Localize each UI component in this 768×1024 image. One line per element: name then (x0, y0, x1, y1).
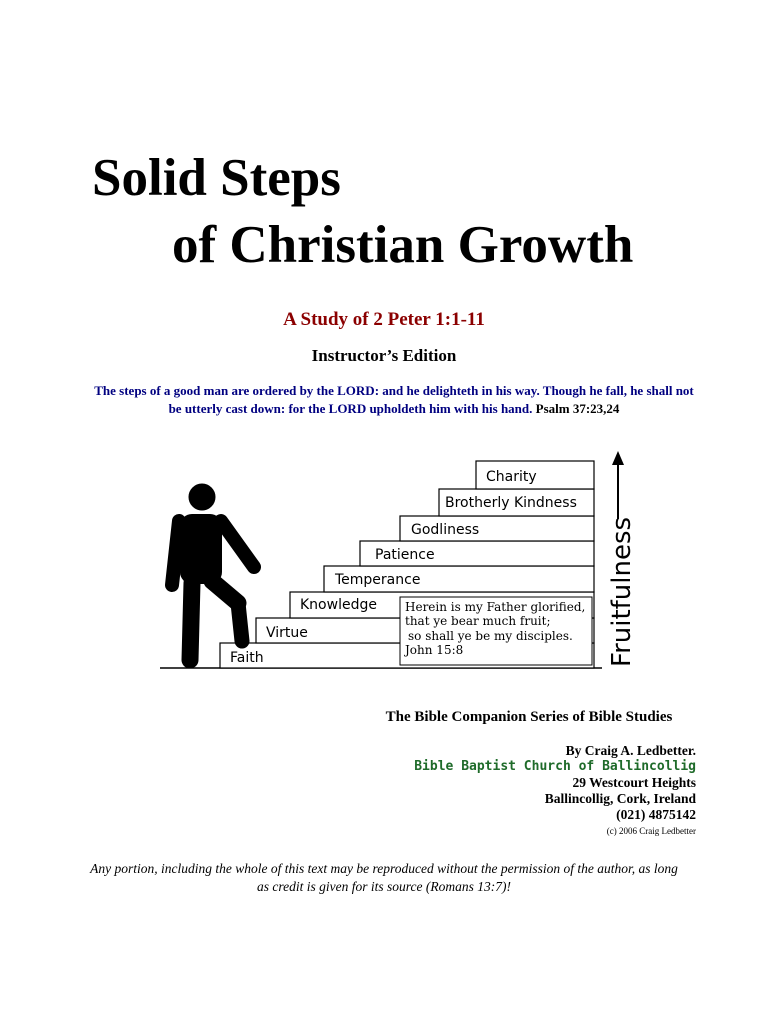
quote-line-4: John 15:8 (405, 643, 464, 657)
walking-person-icon (172, 484, 254, 660)
address-line-1: 29 Westcourt Heights (572, 775, 696, 790)
step-label-knowledge: Knowledge (300, 597, 377, 613)
title-line-1: Solid Steps (92, 149, 341, 207)
step-label-brotherly-kindness: Brotherly Kindness (445, 495, 577, 511)
step-label-faith: Faith (230, 650, 264, 666)
step-label-temperance: Temperance (335, 572, 421, 588)
author-name: By Craig A. Ledbetter. (565, 743, 696, 758)
step-label-godliness: Godliness (411, 522, 480, 538)
copyright-notice: (c) 2006 Craig Ledbetter (606, 826, 696, 836)
series-title: The Bible Companion Series of Bible Studies (385, 709, 673, 725)
reproduction-notice: Any portion, including the whole of this text may be reproduced without the permission of the author, as long as credit is given for its source (Romans 13:7)! (90, 861, 678, 894)
step-label-charity: Charity (486, 469, 537, 485)
address-line-2: Ballincollig, Cork, Ireland (544, 791, 696, 806)
edition-label: Instructor’s Edition (311, 346, 457, 365)
verse-reference: Psalm 37:23,24 (535, 401, 620, 416)
steps-diagram (150, 445, 640, 675)
phone-number: (021) 4875142 (616, 807, 696, 822)
fruitfulness-axis (607, 451, 637, 667)
quote-line-2: that ye bear much fruit; (405, 614, 551, 628)
church-name: Bible Baptist Church of Ballincollig (414, 759, 696, 774)
scripture-verse (94, 382, 694, 418)
fruitfulness-label: Fruitfulness (607, 516, 637, 667)
title-line-2: of Christian Growth (172, 216, 634, 274)
quote-line-1: Herein is my Father glorified, (405, 600, 586, 614)
quote-line-3: so shall ye be my disciples. (408, 629, 573, 643)
subtitle: A Study of 2 Peter 1:1-11 (283, 309, 485, 330)
step-label-virtue: Virtue (266, 625, 308, 641)
author-block (414, 743, 696, 839)
verse-text: The steps of a good man are ordered by the LORD: and he delighteth in his way. Though he fall, he shall not be utterly cast down: for the LORD upholdeth him with his hand. (94, 383, 694, 416)
step-label-patience: Patience (375, 547, 435, 563)
